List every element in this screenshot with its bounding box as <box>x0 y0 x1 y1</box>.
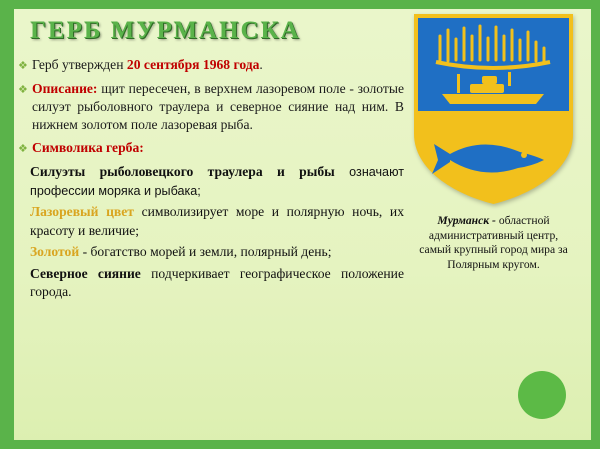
decor-left-band <box>0 0 14 449</box>
symbolism-desc: подчеркивает географическое положение города. <box>30 265 404 299</box>
symbolism-term: Золотой <box>30 244 80 259</box>
caption-city: Мурманск - <box>437 214 496 227</box>
crest-column <box>412 14 580 272</box>
coat-of-arms-icon <box>412 14 575 204</box>
list-item <box>30 265 404 302</box>
decor-circle <box>518 371 566 419</box>
symbolism-list <box>30 163 404 302</box>
list-item <box>18 56 404 75</box>
bullet-text <box>32 139 404 157</box>
bullet-part: Герб утвержден <box>32 57 127 72</box>
symbolism-desc: символизирует море и полярную ночь, их красоту и величие; <box>30 204 404 238</box>
bullet-part-highlight: 20 сентября 1968 года <box>126 57 260 72</box>
bullet-icon: ❖ <box>18 60 28 72</box>
list-item <box>30 203 404 240</box>
list-item <box>30 163 404 200</box>
decor-top-band <box>0 0 600 9</box>
list-item <box>30 243 404 262</box>
symbolism-term: Лазоревый цвет <box>30 204 134 219</box>
bullet-text <box>32 56 404 74</box>
list-item <box>18 139 404 158</box>
bullet-text <box>32 80 404 134</box>
content-body <box>18 56 404 305</box>
caption-text: областной административный центр, самый крупный город мира за Полярным кругом. <box>419 214 568 271</box>
decor-bottom-band <box>0 440 600 449</box>
symbolism-term: Силуэты рыболовецкого траулера и рыбы <box>30 164 335 179</box>
bullet-part: щит пересечен, в верхнем лазоревом поле - золотые силуэт рыболовного траулера и северное сияние над ним. В нижнем золотом поле лазоревая рыба. <box>32 81 404 132</box>
page-title: ГЕРБ МУРМАНСКА <box>30 17 301 44</box>
symbolism-desc: означают профессии моряка и рыбака; <box>30 165 405 198</box>
list-item <box>18 80 404 134</box>
bullet-part-highlight: Описание: <box>32 81 98 96</box>
bullet-icon: ❖ <box>18 143 28 155</box>
bullet-part-highlight: Символика герба: <box>32 140 144 155</box>
coat-of-arms-image <box>412 14 575 204</box>
decor-right-band <box>591 0 600 449</box>
symbolism-term: Северное сияние <box>30 265 141 281</box>
bullet-icon: ❖ <box>18 84 28 96</box>
crest-caption <box>412 214 575 272</box>
symbolism-desc: - богатство морей и земли, полярный день; <box>79 244 332 259</box>
bullet-part: . <box>259 57 263 72</box>
